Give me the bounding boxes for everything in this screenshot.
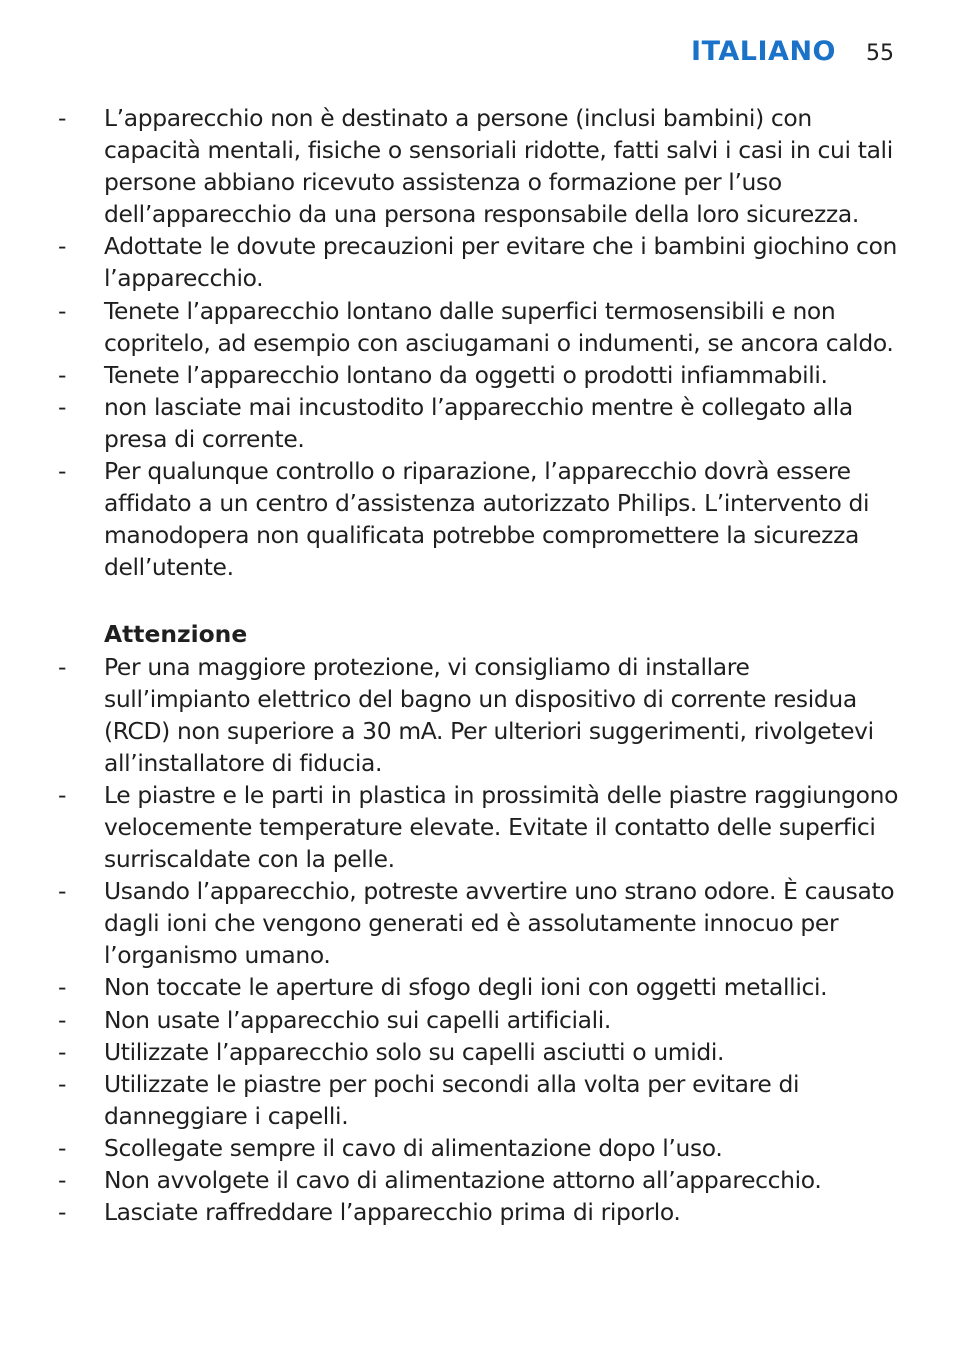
list-item: [0, 1004, 954, 1036]
safety-list: [0, 102, 954, 583]
list-item-text: Scollegate sempre il cavo di alimentazione dopo l’uso.: [104, 1133, 723, 1162]
list-item: [0, 1196, 954, 1228]
bullet-dash: -: [58, 1198, 67, 1227]
list-item: [0, 102, 954, 230]
list-item-text: Tenete l’apparecchio lontano dalle superfici termosensibili e non copritelo, ad esempio con asciugamani o indumenti, se ancora caldo.: [104, 296, 894, 357]
bullet-dash: -: [58, 1133, 67, 1162]
bullet-dash: -: [58, 780, 67, 809]
list-item-text: Per qualunque controllo o riparazione, l’apparecchio dovrà essere affidato a un centro d’assistenza autorizzato Philips. L’intervento di manodopera non qualificata potrebbe compromettere la sicurezza dell’utente.: [104, 457, 870, 582]
list-item-text: L’apparecchio non è destinato a persone (inclusi bambini) con capacità mentali, fisiche o sensoriali ridotte, fatti salvi i casi in cui tali persone abbiano ricevuto assistenza o formazione per l’uso dell’apparecchio da una persona responsabile della loro sicurezza.: [104, 104, 893, 229]
list-item-text: Non avvolgete il cavo di alimentazione attorno all’apparecchio.: [104, 1166, 822, 1194]
language-heading: ITALIANO: [691, 36, 836, 67]
caution-list: [0, 651, 954, 1229]
list-item: [0, 971, 954, 1003]
bullet-dash: -: [58, 1166, 67, 1194]
bullet-dash: -: [58, 104, 67, 132]
bullet-dash: -: [58, 296, 67, 325]
bullet-dash: -: [58, 360, 67, 389]
list-item: [0, 651, 954, 779]
list-item: [0, 1036, 954, 1068]
list-item-text: Non usate l’apparecchio sui capelli artificiali.: [104, 1005, 611, 1034]
list-item-text: Le piastre e le parti in plastica in prossimità delle piastre raggiungono velocemente temperature elevate. Evitate il contatto delle superfici surriscaldate con la pelle.: [104, 780, 899, 874]
list-item-text: Adottate le dovute precauzioni per evitare che i bambini giochino con l’apparecchio.: [104, 232, 898, 293]
list-item: [0, 230, 954, 294]
list-item: [0, 359, 954, 391]
bullet-dash: -: [58, 973, 67, 1002]
document-body: [0, 102, 954, 1228]
bullet-dash: -: [58, 232, 67, 261]
list-item: [0, 455, 954, 583]
list-item-text: non lasciate mai incustodito l’apparecchio mentre è collegato alla presa di corrente.: [104, 392, 853, 453]
bullet-dash: -: [58, 1069, 67, 1098]
list-item-text: Lasciate raffreddare l’apparecchio prima di riporlo.: [104, 1198, 681, 1227]
bullet-dash: -: [58, 392, 67, 421]
list-item-text: Tenete l’apparecchio lontano da oggetti o prodotti infiammabili.: [104, 360, 828, 389]
list-item-text: Utilizzate le piastre per pochi secondi alla volta per evitare di danneggiare i capelli.: [104, 1069, 800, 1130]
bullet-dash: -: [58, 457, 67, 486]
bullet-dash: -: [58, 1005, 67, 1034]
section-title-attenzione: Attenzione: [104, 620, 248, 649]
page-header: [691, 36, 894, 67]
list-item-text: Utilizzate l’apparecchio solo su capelli asciutti o umidi.: [104, 1037, 725, 1066]
list-item: [0, 391, 954, 455]
list-item: [0, 1164, 954, 1196]
page-number: 55: [866, 41, 894, 66]
list-item-text: Per una maggiore protezione, vi consigliamo di installare sull’impianto elettrico del bagno un dispositivo di corrente residua (RCD) non superiore a 30 mA. Per ulteriori suggerimenti, rivolgetevi all’installatore di fiducia.: [104, 652, 874, 777]
list-item: [0, 779, 954, 875]
bullet-dash: -: [58, 1037, 67, 1066]
list-item-text: Usando l’apparecchio, potreste avvertire uno strano odore. È causato dagli ioni che vengono generati ed è assolutamente innocuo per l’organismo umano.: [104, 877, 895, 970]
bullet-dash: -: [58, 877, 67, 906]
list-item: [0, 1068, 954, 1132]
list-item-text: Non toccate le aperture di sfogo degli ioni con oggetti metallici.: [104, 973, 828, 1002]
list-item: [0, 1132, 954, 1164]
bullet-dash: -: [58, 652, 67, 681]
list-item: [0, 875, 954, 971]
list-item: [0, 295, 954, 359]
